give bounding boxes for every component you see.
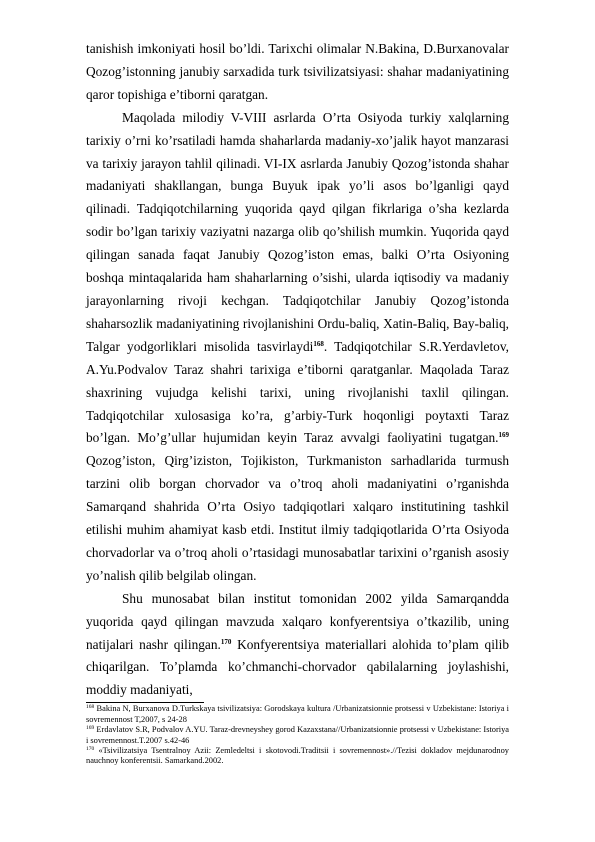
footnote-168 bbox=[86, 704, 509, 725]
paragraph-2 bbox=[86, 107, 509, 588]
footnote-separator bbox=[86, 702, 204, 703]
footnote-ref-168[interactable]: 168 bbox=[313, 339, 324, 348]
footnote-ref-170[interactable]: 170 bbox=[220, 637, 232, 646]
paragraph-1-text: tanishish imkoniyati hosil bo’ldi. Tarixchi olimalar N.Bakina, D.Burxanovalar Qozog’istonning janubiy sarxadida turk tsivilizatsiyasi: shahar madaniyatining qaror topishiga e’tiborni qaratgan. bbox=[86, 41, 509, 102]
paragraph-2-text: Maqolada milodiy V-VIII asrlarda O’rta Osiyoda turkiy xalqlarning tarixiy o’rni ko’rsatiladi hamda shaharlarda madaniy-xo’jalik hayot manzarasi va tarixiy jarayon tahlil qilinadi. VI-IX asrlarda Janubiy Qozog’istonda shahar madaniyati shakllangan, bunga Buyuk ipak yo’li asos bo’lganligi qayd qilinadi. Tadqiqotchilarning yuqorida qayd qilgan fikrlariga o’sha kezlarda sodir bo’lgan tarixiy vaziyatni nazarga olib qo’shilish mumkin. Yuqorida qayd qilingan sanada faqat Janubiy Qozog’iston emas, balki O’rta Osiyoning boshqa mintaqalarida ham shaharlarning o’sishi, ularda iqtisodiy va madaniy jarayonlarning rivoji kechgan. Tadqiqotchilar Janubiy Qozog’istonda shaharsozlik madaniyatining rivojlanishini Ordu-baliq, Xatin-Baliq, Bay-baliq, Talgar yodgorliklari misolida tasvirlaydi bbox=[86, 109, 509, 354]
paragraph-1 bbox=[86, 38, 509, 107]
paragraph-2-text-cont: . Tadqiqotchilar S.R.Yerdavletov, A.Yu.Podvalov Taraz shahri tarixiga e’tiborni qaratganlar. Maqolada Taraz shaxrining vujudga kelishi tarixi, uning rivojlanishi taxlil qilingan. Tadqiqotchilar xulosasiga ko’ra, g’arbiy-Turk hoqonligi poytaxti Taraz bo’lgan. Mo’g’ullar hujumidan keyin Taraz avvalgi faoliyatini tugatgan. bbox=[86, 338, 509, 446]
paragraph-2-text-end: Qozog’iston, Qirg’iziston, Tojikiston, Turkmaniston sarhadlarida turmush tarzini olib borgan chorvador va o’troq aholi madaniyatini o’rganishda Samarqand shahrida O’rta Osiyo tadqiqotlari xalqaro institutining tashkil etilishi muhim ahamiyat kasb etdi. Institut ilmiy tadqiqotlarida O’rta Osiyoda chorvadorlar va o’troq aholi o’rtasidagi munosabatlar tarixini o’rganish asosiy yo’nalish qilib belgilab olingan. bbox=[86, 453, 509, 583]
paragraph-3 bbox=[86, 588, 509, 703]
footnote-text: Erdavlatov S.R, Podvalov A.YU. Taraz-drevneyshey gorod Kazaxstana//Urbanizatsionnie protsessi v Uzbekistane: Istoriya i sovremennost.T.2007 s.42-46 bbox=[86, 725, 509, 745]
footnote-text: Bakina N, Burxanova D.Turkskaya tsivilizatsiya: Gorodskaya kultura /Urbanizatsionnie protsessi v Uzbekistane: Istoriya i sovremennost T,2007, s 24-28 bbox=[86, 704, 509, 724]
footnote-number: 170 bbox=[86, 745, 95, 752]
footnote-number: 169 bbox=[86, 725, 95, 732]
footnote-170 bbox=[86, 746, 509, 767]
paragraph-3-text: Shu munosabat bilan institut tomonidan 2002 yilda Samarqandda yuqorida qayd qilingan mavzuda xalqaro konfyerentsiya o’tkazilib, uning natijalari nashr qilingan. bbox=[86, 590, 509, 652]
document-page bbox=[86, 38, 509, 767]
footnote-169 bbox=[86, 725, 509, 746]
paragraph-3-text-cont: Konfyerentsiya materiallari alohida to’plam qilib chiqarilgan. To’plamda ko’chmanchi-chorvador qabilalarning joylashishi, moddiy madaniyati, bbox=[86, 636, 509, 698]
footnote-ref-169[interactable]: 169 bbox=[498, 431, 509, 440]
footnote-text: «Tsivilizatsiya Tsentralnoy Azii: Zemledeltsi i skotovodi.Traditsii i sovremennost».//Tezisi dokladov mejdunarodnoy nauchnoy konferentsii. Samarkand.2002. bbox=[86, 745, 509, 766]
footnote-number: 168 bbox=[86, 704, 95, 711]
